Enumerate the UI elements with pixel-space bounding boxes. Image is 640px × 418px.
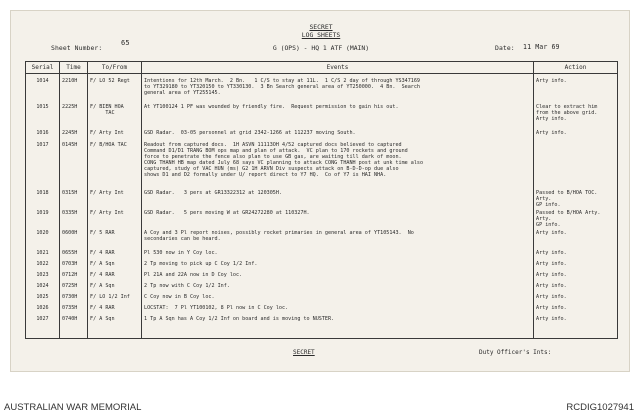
to-from-cell: F/ 4 RAR [88, 305, 142, 316]
col-header-action: Action [534, 62, 618, 74]
to-from-cell: F/ 4 RAR [88, 272, 142, 283]
log-table [25, 61, 618, 339]
to-from-cell: F/ A Sqn [88, 283, 142, 294]
event-cell: 1 Tp A Sqn has A Coy 1/2 Inf on board and is moving to NUSTER. [142, 316, 534, 327]
classification-top: SECRET [309, 23, 333, 31]
event-cell: Readout from captured docs. 1H ASVN 11113OH 4/52 captured docs believed to captured Command D1/D1 TRANG BOM ops map and plan of attack. VC plan to 170 rockets and ground force to penetrate the fence also plan to use GB gas, are waiting till dark of moon. CONG THANH HB map dated July 68 says VC planning to attack CONG THANH post at unk time also captured, study of VAC HUN (ms) G2 1H ARVN Div suspects attack on B-D-D-op due also shows D1 and D2 formally under U/ report direct to Y7 HQ. Co of Y7 is HAI NHA. [142, 142, 534, 190]
log-sheet [10, 10, 630, 372]
action-cell: Arty info. [534, 130, 618, 142]
time-cell: 0740H [60, 316, 88, 327]
col-header-serial: Serial [26, 62, 60, 74]
event-cell: Pl 21A and 22A now in D Coy loc. [142, 272, 534, 283]
serial-cell: 1017 [26, 142, 60, 190]
event-cell: A Coy and 3 Pl report noises, possibly rocket primaries in general area of YT105143. No secondaries can be heard. [142, 230, 534, 250]
col-header-time: Time [60, 62, 88, 74]
to-from-cell: F/ Arty Int [88, 190, 142, 210]
to-from-cell: F/ A Sqn [88, 261, 142, 272]
document-title: LOG SHEETS [301, 31, 341, 39]
action-cell: Arty info. [534, 261, 618, 272]
time-cell: 0725H [60, 283, 88, 294]
to-from-cell: F/ 5 RAR [88, 230, 142, 250]
event-cell: At YT100124 1 PF was wounded by friendly fire. Request permission to gain his out. [142, 104, 534, 130]
table-header-row [26, 62, 618, 74]
log-entry-row [26, 316, 618, 327]
event-cell: C Coy now in B Coy loc. [142, 294, 534, 305]
log-entry-row [26, 104, 618, 130]
sheet-number: 65 [121, 39, 130, 47]
log-entry-row [26, 78, 618, 104]
to-from-cell: F/ Arty Int [88, 210, 142, 230]
time-cell: 2210H [60, 78, 88, 104]
duty-officer-label: Duty Officer's Ints: [479, 349, 552, 356]
event-cell: Intentions for 12th March. 2 Bn. 1 C/S to stay at 11L. 1 C/S 2 day of through YS347169 to YT329180 to YT320150 to YT330130. 3 Bn Search general area of YT250000. 4 Bn. Search general area of YT255145. [142, 78, 534, 104]
time-cell: 0600H [60, 230, 88, 250]
log-entry-row [26, 294, 618, 305]
date-label: Date: [495, 44, 515, 52]
sheet-number-label: Sheet Number: [51, 44, 103, 52]
time-cell: 0730H [60, 294, 88, 305]
col-header-events: Events [142, 62, 534, 74]
serial-cell: 1014 [26, 78, 60, 104]
to-from-cell: F/ 4 RAR [88, 250, 142, 261]
action-cell: Arty info. [534, 230, 618, 250]
serial-cell: 1020 [26, 230, 60, 250]
classification-bottom: SECRET [293, 349, 315, 356]
hq-line: G (OPS) - HQ 1 ATF (MAIN) [272, 44, 370, 52]
action-cell [534, 142, 618, 190]
time-cell: 2245H [60, 130, 88, 142]
time-cell: 0315H [60, 190, 88, 210]
serial-cell: 1026 [26, 305, 60, 316]
log-entry-row [26, 272, 618, 283]
col-header-to-from: To/From [88, 62, 142, 74]
log-entry-row [26, 230, 618, 250]
event-cell: GSD Radar. 5 pers moving W at GR24272280 at 110327H. [142, 210, 534, 230]
action-cell: Passed to B/HOA Arty. Arty. GP info. [534, 210, 618, 230]
event-cell: Pl 530 now in Y Coy loc. [142, 250, 534, 261]
time-cell: 2225H [60, 104, 88, 130]
serial-cell: 1015 [26, 104, 60, 130]
archive-caption: AUSTRALIAN WAR MEMORIAL [4, 402, 142, 413]
date-value: 11 Mar 69 [523, 43, 560, 51]
serial-cell: 1022 [26, 261, 60, 272]
log-entry-row [26, 261, 618, 272]
time-cell: 0335H [60, 210, 88, 230]
action-cell: Arty info. [534, 316, 618, 327]
serial-cell: 1025 [26, 294, 60, 305]
serial-cell: 1023 [26, 272, 60, 283]
to-from-cell: F/ A Sqn [88, 316, 142, 327]
event-cell: 2 Tp now with C Coy 1/2 Inf. [142, 283, 534, 294]
event-cell: GSD Radar. 03-05 personnel at grid 2342-1266 at 112237 moving South. [142, 130, 534, 142]
log-entry-row [26, 250, 618, 261]
serial-cell: 1024 [26, 283, 60, 294]
log-entry-row [26, 130, 618, 142]
log-entry-row [26, 283, 618, 294]
log-entry-row [26, 305, 618, 316]
serial-cell: 1019 [26, 210, 60, 230]
time-cell: 0712H [60, 272, 88, 283]
action-cell: Arty info. [534, 305, 618, 316]
time-cell: 0145H [60, 142, 88, 190]
time-cell: 0703H [60, 261, 88, 272]
log-entry-row [26, 142, 618, 190]
action-cell: Arty info. [534, 272, 618, 283]
time-cell: 0655H [60, 250, 88, 261]
archive-id: RCDIG1027941 [566, 402, 634, 413]
serial-cell: 1016 [26, 130, 60, 142]
event-cell: LOCSTAT: 7 Pl YT100102, 8 Pl now in C Coy loc. [142, 305, 534, 316]
log-entry-row [26, 210, 618, 230]
event-cell: GSD Radar. 3 pers at GR13322312 at 120305H. [142, 190, 534, 210]
event-cell: 2 Tp moving to pick up C Coy 1/2 Inf. [142, 261, 534, 272]
to-from-cell: F/ LO 52 Regt [88, 78, 142, 104]
serial-cell: 1021 [26, 250, 60, 261]
serial-cell: 1018 [26, 190, 60, 210]
log-entry-row [26, 190, 618, 210]
to-from-cell: F/ Arty Int [88, 130, 142, 142]
to-from-cell: F/ B/HOA TAC [88, 142, 142, 190]
action-cell: Arty info. [534, 283, 618, 294]
to-from-cell: F/ BIEN HOA TAC [88, 104, 142, 130]
action-cell: Arty info. [534, 294, 618, 305]
action-cell: Passed to B/HOA TOC. Arty. GP info. [534, 190, 618, 210]
to-from-cell: F/ LO 1/2 Inf [88, 294, 142, 305]
time-cell: 0735H [60, 305, 88, 316]
action-cell: Clear to extract him from the above grid. Arty info. [534, 104, 618, 130]
serial-cell: 1027 [26, 316, 60, 327]
action-cell: Arty info. [534, 78, 618, 104]
action-cell: Arty info. [534, 250, 618, 261]
